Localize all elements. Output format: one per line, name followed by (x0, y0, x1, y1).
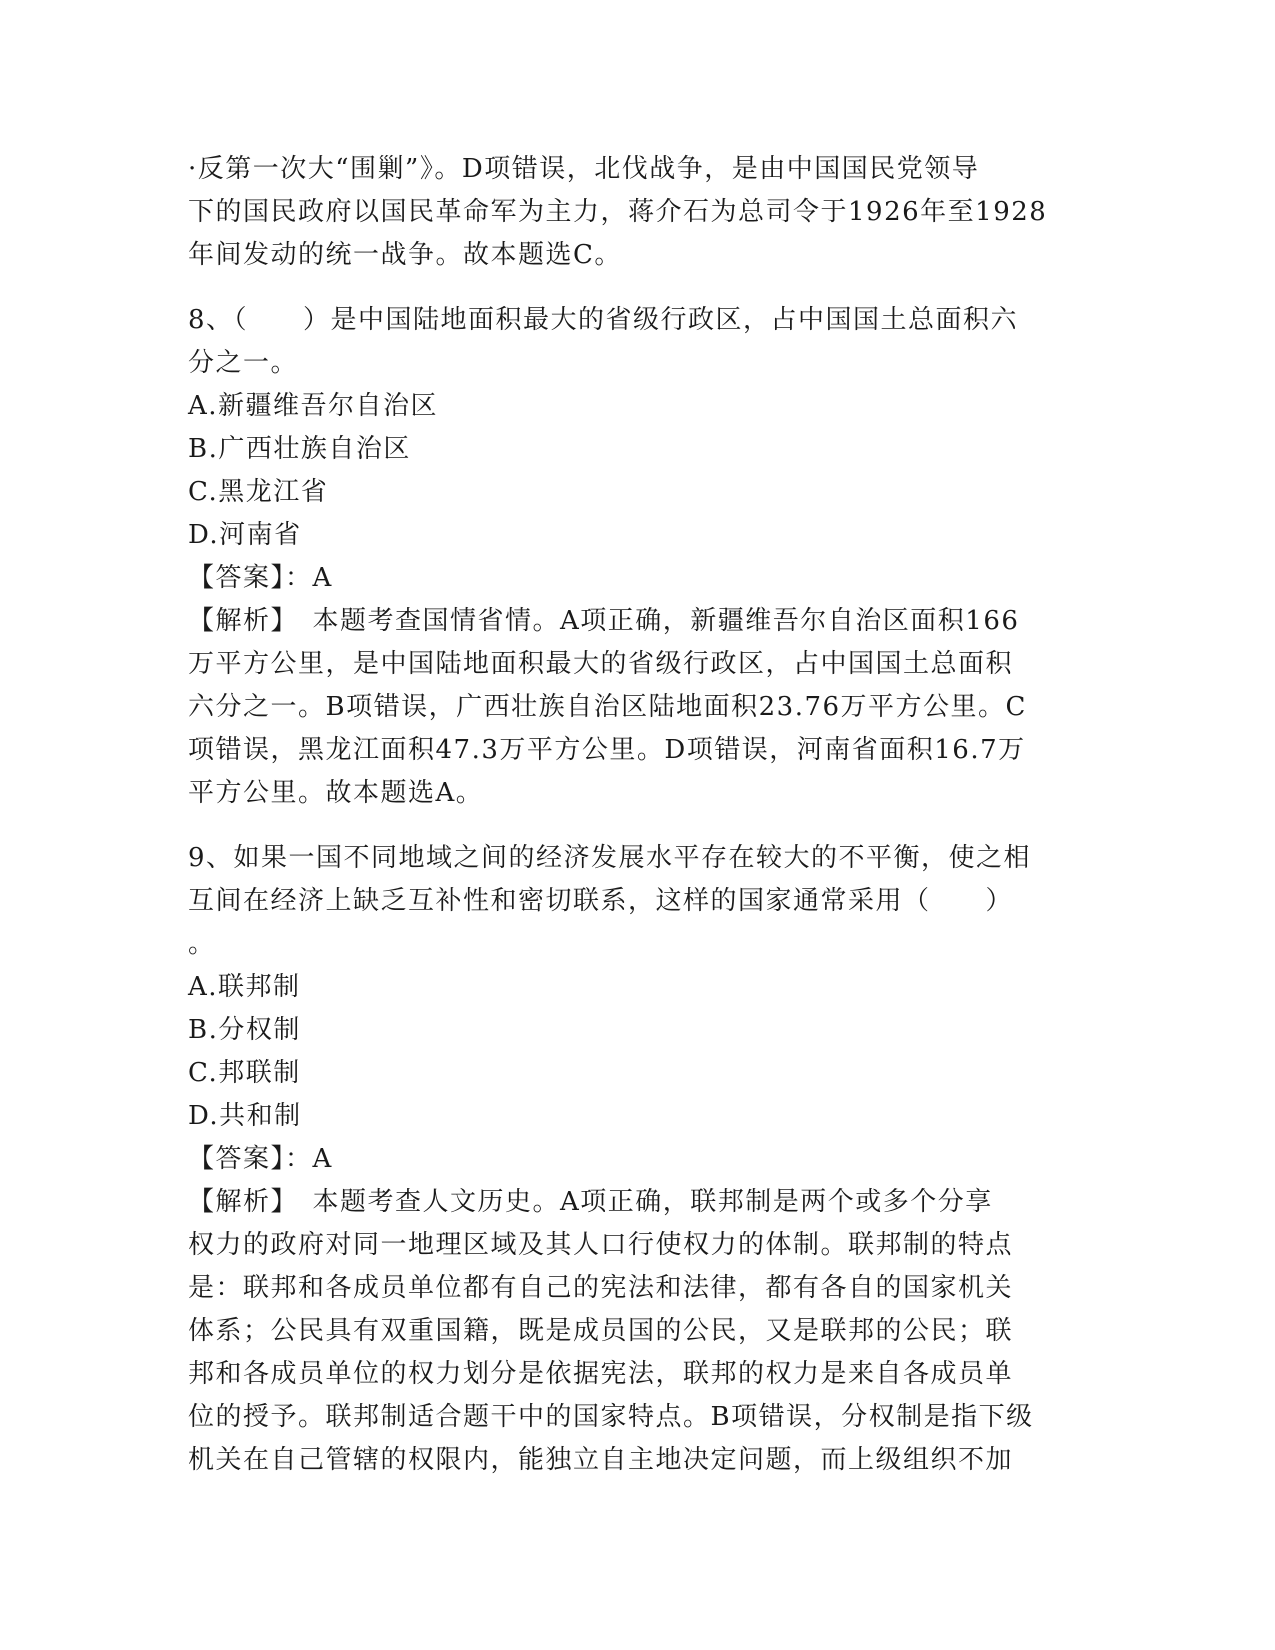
analysis-block (188, 1181, 1088, 1482)
option-b: B.广西壮族自治区 (188, 434, 411, 464)
text-line: 机关在自己管辖的权限内，能独立自主地决定问题，而上级组织不加 (188, 1445, 1014, 1475)
text-line: 下的国民政府以国民革命军为主力，蒋介石为总司令于1926年至1928 (188, 197, 1048, 227)
option-c: C.邦联制 (188, 1058, 301, 1088)
text-line: 互间在经济上缺乏互补性和密切联系，这样的国家通常采用（ ） (188, 886, 1014, 916)
text-line: ·反第一次大“围剿”》。D项错误，北伐战争，是由中国国民党领导 (188, 154, 980, 184)
text-line: 体系；公民具有双重国籍，既是成员国的公民，又是联邦的公民；联 (188, 1316, 1014, 1346)
option-a: A.新疆维吾尔自治区 (188, 391, 439, 421)
answer-line: 【答案】：A (188, 1144, 333, 1174)
text-line: 位的授予。联邦制适合题干中的国家特点。B项错误，分权制是指下级 (188, 1402, 1034, 1432)
text-line: 【解析】 本题考查人文历史。A项正确，联邦制是两个或多个分享 (188, 1187, 993, 1217)
text-line: 年间发动的统一战争。故本题选C。 (188, 240, 622, 270)
text-line: 。 (188, 929, 216, 959)
text-line: 平方公里。故本题选A。 (188, 778, 484, 808)
previous-analysis-continuation (188, 148, 1088, 277)
analysis-block (188, 600, 1088, 815)
text-line: 六分之一。B项错误，广西壮族自治区陆地面积23.76万平方公里。C (188, 692, 1027, 722)
option-d: D.河南省 (188, 520, 302, 550)
text-line: 权力的政府对同一地理区域及其人口行使权力的体制。联邦制的特点 (188, 1230, 1014, 1260)
question-9 (188, 837, 1088, 1482)
document-page (188, 148, 1088, 1482)
question-stem (188, 837, 1088, 966)
text-line: 邦和各成员单位的权力划分是依据宪法，联邦的权力是来自各成员单 (188, 1359, 1014, 1389)
option-d: D.共和制 (188, 1101, 302, 1131)
text-line: 万平方公里，是中国陆地面积最大的省级行政区，占中国国土总面积 (188, 649, 1014, 679)
answer-line: 【答案】：A (188, 563, 333, 593)
text-line: 项错误，黑龙江面积47.3万平方公里。D项错误，河南省面积16.7万 (188, 735, 1026, 765)
option-b: B.分权制 (188, 1015, 301, 1045)
question-8 (188, 299, 1088, 815)
text-line: 8、（ ）是中国陆地面积最大的省级行政区，占中国国土总面积六 (188, 305, 1019, 335)
option-list (188, 966, 1088, 1138)
text-line: 分之一。 (188, 348, 299, 378)
question-stem (188, 299, 1088, 385)
text-line: 9、如果一国不同地域之间的经济发展水平存在较大的不平衡，使之相 (188, 843, 1032, 873)
option-a: A.联邦制 (188, 972, 301, 1002)
text-line: 是：联邦和各成员单位都有自己的宪法和法律，都有各自的国家机关 (188, 1273, 1014, 1303)
option-c: C.黑龙江省 (188, 477, 329, 507)
text-line: 【解析】 本题考查国情省情。A项正确，新疆维吾尔自治区面积166 (188, 606, 1020, 636)
option-list (188, 385, 1088, 557)
